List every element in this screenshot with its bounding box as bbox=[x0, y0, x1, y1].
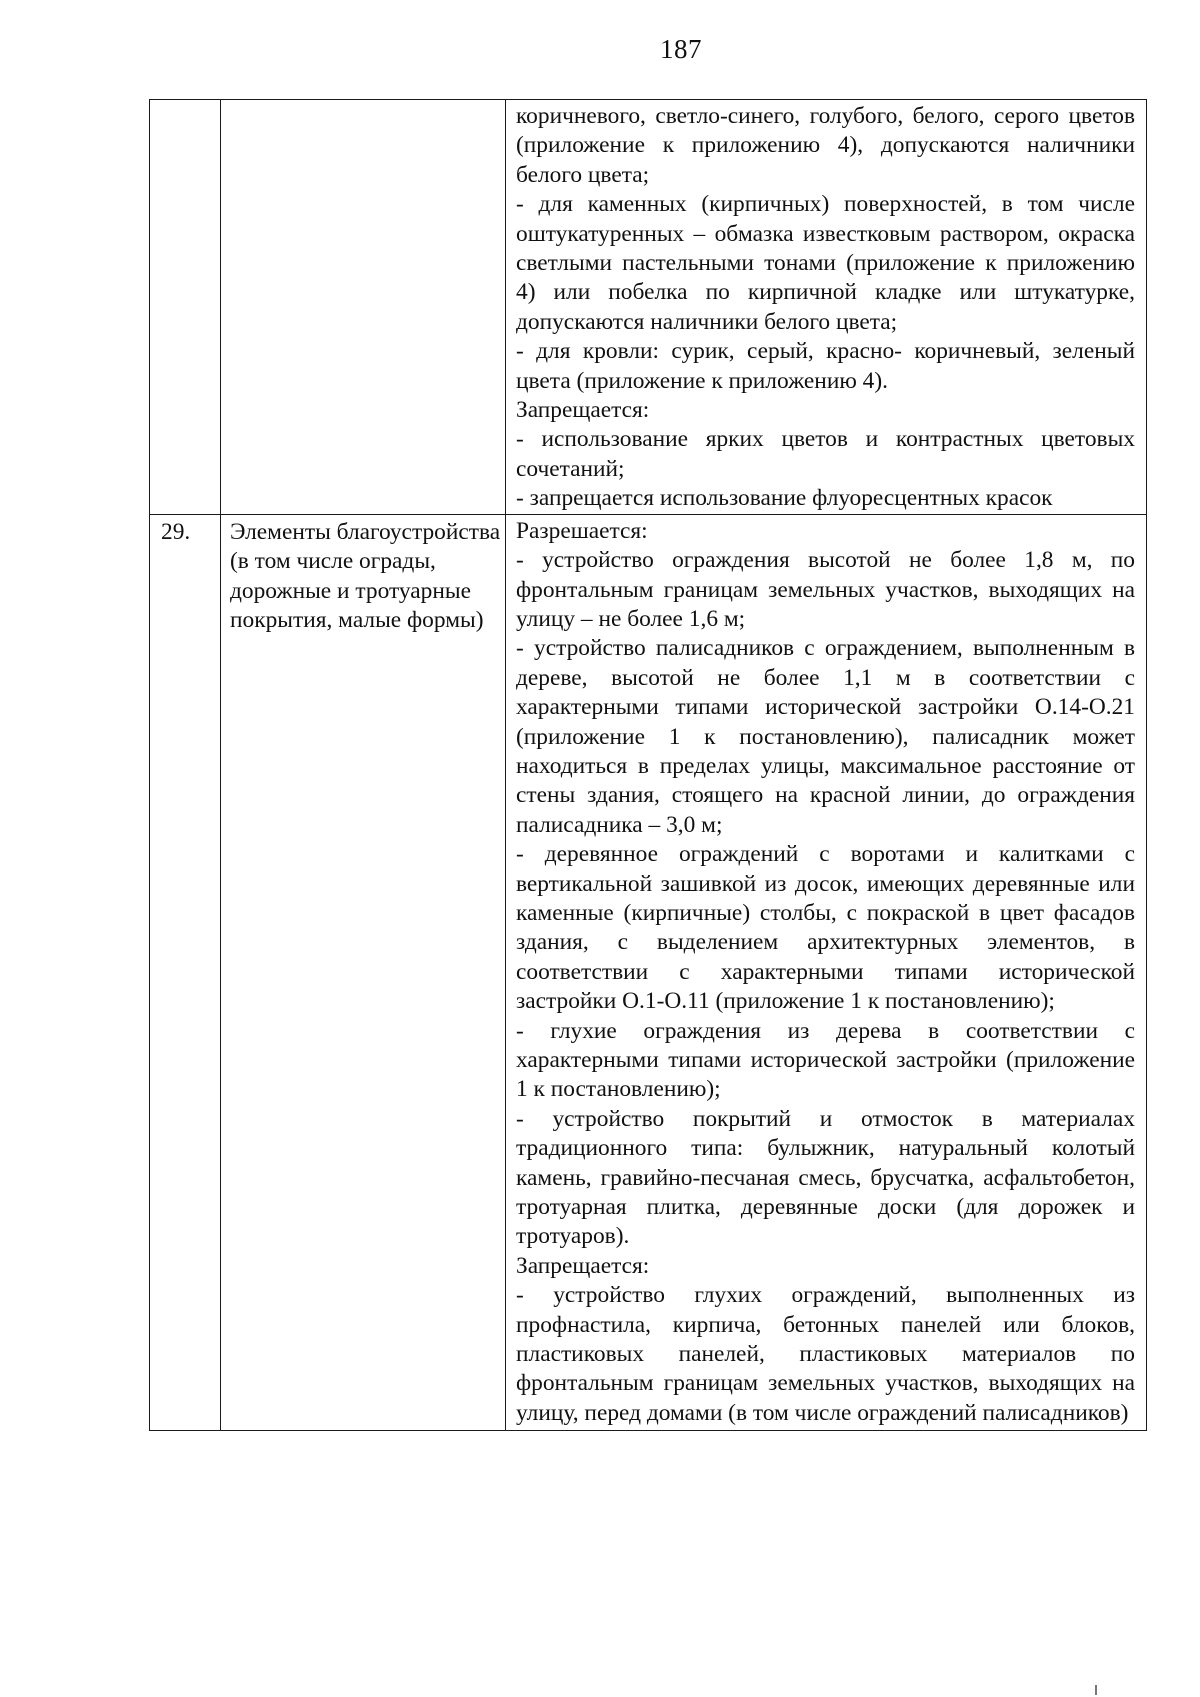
requirements-cell bbox=[506, 514, 1147, 1431]
requirement-line: - использование ярких цветов и контрастных цветовых сочетаний; bbox=[516, 426, 1135, 482]
requirement-line: - для кровли: сурик, серый, красно- коричневый, зеленый цвета (приложение к приложению 4). bbox=[516, 338, 1135, 394]
section-heading-forbidden: Запрещается: bbox=[516, 1252, 650, 1279]
requirements-cell bbox=[506, 100, 1147, 515]
scan-mark bbox=[1095, 1685, 1097, 1695]
requirement-line: - запрещается использование флуоресцентных красок bbox=[516, 485, 1053, 512]
requirement-line: - устройство глухих ограждений, выполненных из профнастила, кирпича, бетонных панелей или блоков, пластиковых панелей, пластиковых материалов по фронтальным границам земельных участков, выходящих на улицу, перед домами (в том числе ограждений палисадников) bbox=[516, 1282, 1135, 1426]
requirement-line: - устройство ограждения высотой не более 1,8 м, по фронтальным границам земельных участков, выходящих на улицу – не более 1,6 м; bbox=[516, 547, 1135, 632]
requirement-line: - глухие ограждения из дерева в соответствии с характерными типами исторической застройки (приложение 1 к постановлению); bbox=[516, 1017, 1135, 1103]
requirement-line: - устройство покрытий и отмосток в материалах традиционного типа: булыжник, натуральный колотый камень, гравийно-песчаная смесь, брусчатка, асфальтобетон, тротуарная плитка, деревянные доски (для дорожек и тротуаров). bbox=[516, 1105, 1135, 1250]
table-row bbox=[150, 514, 1147, 1431]
section-heading-allowed: Разрешается: bbox=[516, 517, 648, 544]
row-number-cell bbox=[150, 100, 221, 515]
requirement-line: - устройство палисадников с ограждением, выполненным в дереве, высотой не более 1,1 м в соответствии с характерными типами исторической застройки О.14-О.21 (приложение 1 к постановлению), палисадник может находиться в пределах улицы, максимальное расстояние от стены здания, стоящего на красной линии, до ограждения палисадника – 3,0 м; bbox=[516, 635, 1135, 838]
page-number: 187 bbox=[660, 34, 702, 64]
element-name-cell bbox=[221, 100, 506, 515]
table-row bbox=[150, 100, 1147, 515]
requirement-line: - для каменных (кирпичных) поверхностей, в том числе оштукатуренных – обмазка известковым раствором, окраска светлыми пастельными тонами (приложение к приложению 4) или побелка по кирпичной кладке или штукатурке, допускаются наличники белого цвета; bbox=[516, 191, 1135, 335]
requirement-line: коричневого, светло-синего, голубого, белого, серого цветов (приложение к приложению 4), допускаются наличники белого цвета; bbox=[516, 103, 1135, 188]
section-heading-forbidden: Запрещается: bbox=[516, 397, 650, 424]
requirement-line: - деревянное ограждений с воротами и калитками с вертикальной зашивкой из досок, имеющих деревянные или каменные (кирпичные) столбы, с покраской в цвет фасадов здания, с выделением архитектурных элементов, в соответствии с характерными типами исторической застройки О.1-О.11 (приложение 1 к постановлению); bbox=[516, 841, 1135, 1015]
regulations-table bbox=[149, 99, 1147, 1431]
row-number-cell: 29. bbox=[150, 514, 221, 1431]
element-name-cell: Элементы благоустройства (в том числе ограды, дорожные и тротуарные покрытия, малые формы) bbox=[221, 514, 506, 1431]
